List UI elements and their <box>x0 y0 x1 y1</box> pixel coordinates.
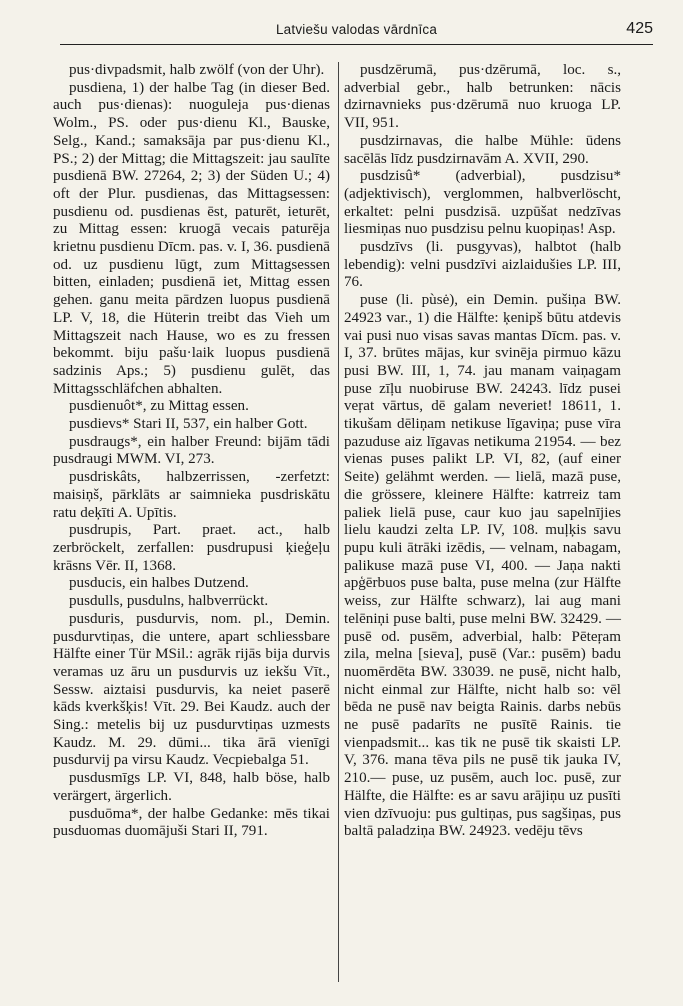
right-column <box>344 62 621 841</box>
page-number: 425 <box>626 20 653 37</box>
entry-pusdusmigs: pusdusmīgs LP. VI, 848, halb böse, halb verärgert, ärgerlich. <box>53 770 330 804</box>
left-column <box>53 62 330 841</box>
entry-pusduoma: pusduōma*, der halbe Gedanke: mēs tikai pusduomas duomājuši Stari II, 791. <box>53 805 330 840</box>
entry-pusdzirnavas: pusdzirnavas, die halbe Mühle: ūdens sacēlās līdz pusdzirnavām A. XVII, 290. <box>344 132 621 167</box>
entry-pusdivpadsmit: pus·divpadsmit, halb zwölf (von der Uhr). <box>69 62 325 78</box>
page-header <box>60 18 653 45</box>
running-title: Latviešu valodas vārdnīca <box>275 22 438 37</box>
entry-pusdienuot: pusdienuôt*, zu Mittag essen. <box>69 398 249 415</box>
entry-pusdzivs: pusdzīvs (li. pusgyvas), halbtot (halb lebendig): velni pusdzīvi aizlaidušies LP. III, 76. <box>344 239 621 291</box>
entry-pusdraugs: pusdraugs*, ein halber Freund: bijām tādi pusdraugi MWM. VI, 273. <box>53 433 330 468</box>
entry-pusdiena: pusdiena, 1) der halbe Tag (in dieser Bed. auch pus·dienas): nuoguleja pus·dienas Wolm., PS. oder pus·dienu Kl., Bauske, Selg., Kand.; samaksāja par pus·dienu Kl., PS.; 2) der Mittag; die Mittagszeit: jau saulīte pusdienā BW. 27264, 2; 3) der Süden U.; 4) oft der Plur. pusdienas, das Mittagsessen: pusdienu od. pusdienas ēst, paturēt, ieturēt, zu Mittag essen: kruogā vecais paturēja krietnu pusdienu Dīcm. pas. v. I, 36. pusdienā od. uz pusdienu lūgt, zum Mittagsessen bitten, einladen; pusdienā iet, Mittag essen gehen. ganu meita pārdzen luopus pusdienā LP. V, 18, die Hüterin treibt das Vieh um Mittagszeit nach Hause, wo es zu fressen bekommt. biju pašu·laik luopus pusdienā sadzinis Aps.; 5) pusdienu gulēt, das Mittagsschläfchen abhalten. <box>53 79 330 397</box>
entry-pusdzisu: pusdzisû* (adverbial), pusdzisu* (adjektivisch), verglommen, halbverlöscht, erkaltet: pelni pusdzisā. uzpūšat nedzīvas liesmiņas nuo pusdzisu pelnu kuopiņas! Asp. <box>344 168 621 238</box>
entry-pusdriskats: pusdriskâts, halbzerrissen, -zerfetzt: maisiņš, pārklāts ar saimnieka pusdriskātu ratu deķīti A. Upītis. <box>53 469 330 521</box>
entry-pusdulls: pusdulls, pusdulns, halbverrückt. <box>69 593 269 610</box>
entry-pusducis: pusducis, ein halbes Dutzend. <box>69 575 249 592</box>
column-divider <box>338 62 339 982</box>
entry-pusdrupis: pusdrupis, Part. praet. act., halb zerbröckelt, zerfallen: pusdrupusi ķieģeļu krāsns Vēr. II, 1368. <box>53 522 330 574</box>
entry-pusdzeruma: pusdzērumā, pus·dzērumā, loc. s., adverbial gebr., halb betrunken: nācis dzirnavnieks pus·dzērumā nuo kruoga LP. VII, 951. <box>344 62 621 132</box>
entry-puse: puse (li. pùsė), ein Demin. pušiņa BW. 24923 var., 1) die Hälfte: ķenipš būtu atdevis vai pusi nuo visas savas mantas Dīcm. pas. v. I, 37. brūtes mājas, kur svinēja pirmuo kāzu pusi BW. III, 1, 74. jau manam vaiņagam puse zīļu nuobiruse BW. 24243. līdz pusei veŗat vārtus, dē galam neveriet! 18611, 1. tikušam dēliņam netikuse līgaviņa; puse vīra pazuduse aiz līgavas netikuma 21954. — bez vienas puses palikt LP. VI, 82, (auf einer Seite) gelähmt werden. — lielā, mazā puse, die grössere, kleinere Hälfte: katrreiz tam paliek lielā puse, caur kuo jau sapelnījies lielu kaudzi zelta LP. IV, 108. muļķis savu pupu kuli ātrāki izēdis, — velnam, nabagam, palikuse mazā puse VI, 400. — Jaņa nakti apģērbuos puse balta, puse melna (zur Hälfte weiss, zur Hälfte schwarz), lai aug mani telēniņi puse balti, puse melni BW. 32429. — pusē od. pusēm, adverbial, halb: Pēteŗam zila, melna [sieva], pusē (Var.: pusēm) badu nuomērdēta BW. 33039. ne pusē, nicht halb, nicht einmal zur Hälfte, nicht halb so: vēl bēda ne pusē nav beigta Rainis. darbs nebūs ne pusē padarīts ne pusītē Rainis. tie vienpadsmit... kas tik ne pusē tik skaisti LP. V, 376. mana tēva pils ne pusē tik jauka IV, 210.— puse, uz pusēm, auch loc. pusē, zur Hälfte, die Hälfte: es ar savu arājiņu uz pusīti vien dzīvuoju: pus gultiņas, pus sagšiņas, pus baltā paladziņa BW. 24923. vedēju tēvs <box>344 292 621 840</box>
entry-pusdievs: pusdievs* Stari II, 537, ein halber Gott. <box>69 416 308 433</box>
entry-pusduris: pusduris, pusdurvis, nom. pl., Demin. pusdurvtiņas, die untere, apart schliessbare Hälfte einer Tür MSil.: agrāk rijās bija durvis veramas uz āru un pusdurvis uz iekšu Vīt., Sessw. aiztaisi pusdurvis, ka neiet paserē kāds kverkšķis! Vīt. 29. Bei Kaudz. auch der Sing.: metelis bij uz pusdurvtiņas uzmests Kaudz. M. 29. dūmi... tika ārā vienīgi pusdurvij pa virsu Kaudz. Vecpiebalga 51. <box>53 610 330 769</box>
